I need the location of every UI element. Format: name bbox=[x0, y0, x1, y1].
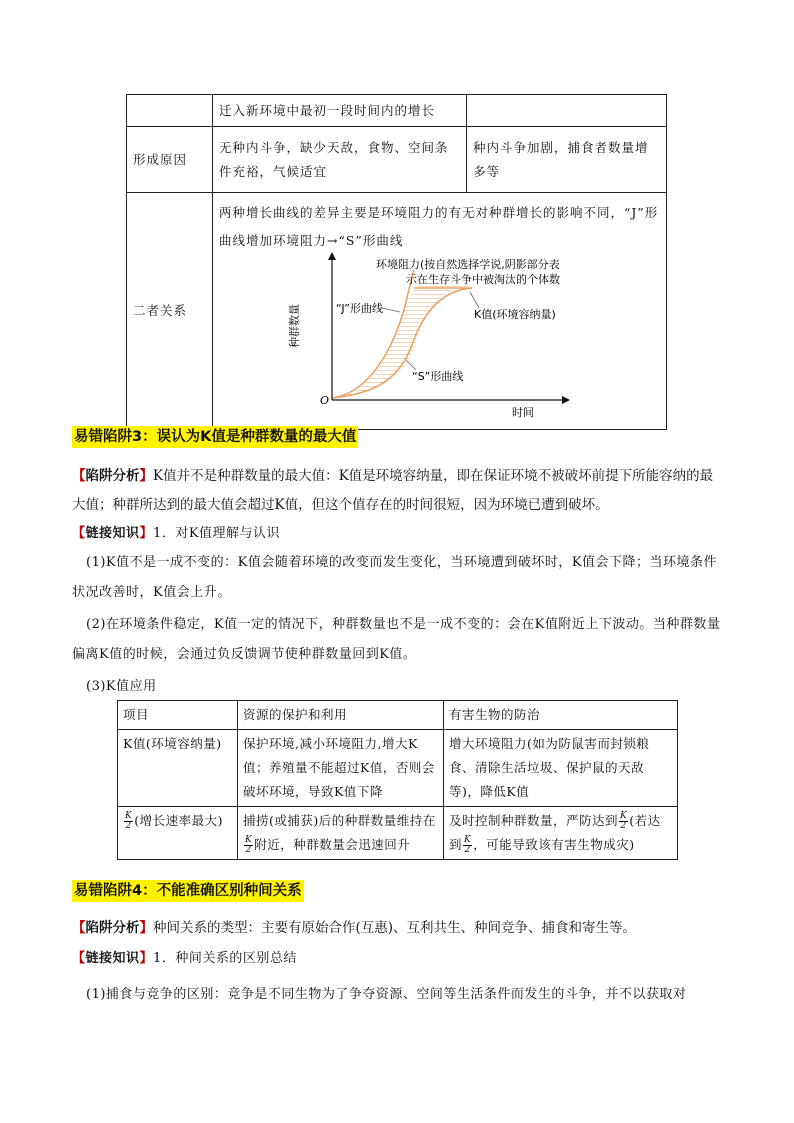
link-tag: 【链接知识】 bbox=[72, 526, 154, 541]
k-value-label: K值(环境容纳量) bbox=[474, 308, 556, 321]
resistance-label-line1: 环境阻力(按自然选择学说,阴影部分表 bbox=[376, 258, 560, 271]
table-cell: 迁入新环境中最初一段时间内的增长 bbox=[213, 95, 467, 127]
table-cell: $\frac{K}{2}$ (增长速率最大) bbox=[118, 807, 238, 860]
k-half-fraction: $\frac{K}{2}$ bbox=[464, 835, 472, 855]
table-cell: 及时控制种群数量，严防达到 $\frac{K}{2}$ (若达到 $\frac{K}{2}$ ，可能导致该有害生物成灾) bbox=[444, 807, 678, 860]
analysis-text: K值并不是种群数量的最大值：K值是环境容纳量，即在保证环境不被破坏前提下所能容纳的最大值；种群所达到的最大值会超过K值，但这个值存在的时间很短，因为环境已遭到破坏。 bbox=[72, 468, 714, 513]
trap4-link bbox=[72, 944, 722, 974]
trap3-p2: (2)在环境条件稳定，K值一定的情况下，种群数量也不是一成不变的：会在K值附近上下波动。当种群数量偏离K值的时候，会通过负反馈调节使种群数量回到K值。 bbox=[72, 617, 721, 662]
k-half-fraction: $\frac{K}{2}$ bbox=[245, 835, 253, 855]
table-header: 项目 bbox=[118, 701, 238, 730]
table-cell: 增大环境阻力(如为防鼠害而封锁粮食、清除生活垃圾、保护鼠的天敌等)，降低K值 bbox=[444, 730, 678, 807]
analysis-tag: 【陷阱分析】 bbox=[72, 920, 153, 936]
analysis-text: 种间关系的类型：主要有原始合作(互惠)、互利共生、种间竞争、捕食和寄生等。 bbox=[153, 920, 637, 936]
origin-label: O bbox=[320, 394, 330, 407]
growth-curve-figure bbox=[284, 250, 644, 422]
trap3-p1: (1)K值不是一成不变的：K值会随着环境的改变而发生变化，当环境遭到破坏时，K值会下降；当环境条件状况改善时，K值会上升。 bbox=[72, 555, 718, 600]
table-cell bbox=[127, 95, 213, 127]
analysis-tag: 【陷阱分析】 bbox=[72, 468, 153, 484]
j-curve-label: “J”形曲线 bbox=[336, 302, 383, 315]
trap4-p1: (1)捕食与竞争的区别：竞争是不同生物为了争夺资源、空间等生活条件而发生的斗争，并不以获取对 bbox=[86, 987, 687, 1002]
table-cell: 无种内斗争，缺少天敌，食物、空间条件充裕，气候适宜 bbox=[213, 127, 467, 193]
trap4-heading: 易错陷阱4：不能准确区别种间关系 bbox=[72, 880, 304, 902]
trap3-link bbox=[72, 519, 722, 549]
table-cell: 保护环境,减小环境阻力,增大K值；养殖量不能超过K值，否则会破坏环境，导致K值下降 bbox=[238, 730, 444, 807]
k-half-fraction: $\frac{K}{2}$ bbox=[125, 811, 133, 831]
table-header: 有害生物的防治 bbox=[444, 701, 678, 730]
trap3-p3: (3)K值应用 bbox=[86, 679, 157, 694]
s-curve-label: “S”形曲线 bbox=[412, 370, 464, 383]
link-intro: 1．种间关系的区别总结 bbox=[153, 951, 297, 966]
x-axis-label: 时间 bbox=[512, 406, 534, 419]
y-axis-label: 种群数量 bbox=[288, 304, 301, 348]
link-intro: 1．对K值理解与认识 bbox=[153, 526, 281, 541]
k-half-fraction: $\frac{K}{2}$ bbox=[620, 811, 628, 831]
table-cell: 形成原因 bbox=[127, 127, 213, 193]
table-header: 资源的保护和利用 bbox=[238, 701, 444, 730]
k-application-table bbox=[117, 700, 678, 860]
trap4-analysis bbox=[72, 914, 722, 943]
table-cell: K值(环境容纳量) bbox=[118, 730, 238, 807]
table-cell: 种内斗争加剧，捕食者数量增多等 bbox=[467, 127, 667, 193]
relation-text: 两种增长曲线的差异主要是环境阻力的有无对种群增长的影响不同，“J”形曲线增加环境阻力→“S”形曲线 bbox=[219, 205, 659, 248]
link-tag: 【链接知识】 bbox=[72, 951, 154, 966]
trap3-heading: 易错陷阱3：误认为K值是种群数量的最大值 bbox=[72, 426, 358, 448]
table-cell: 捕捞(或捕获)后的种群数量维持在 $\frac{K}{2}$ 附近，种群数量会迅速回升 bbox=[238, 807, 444, 860]
trap3-analysis bbox=[72, 462, 722, 520]
table-cell bbox=[467, 95, 667, 127]
table-cell: 二者关系 bbox=[127, 193, 213, 430]
resistance-label-line2: 示在生存斗争中被淘汰的个体数 bbox=[406, 273, 560, 286]
